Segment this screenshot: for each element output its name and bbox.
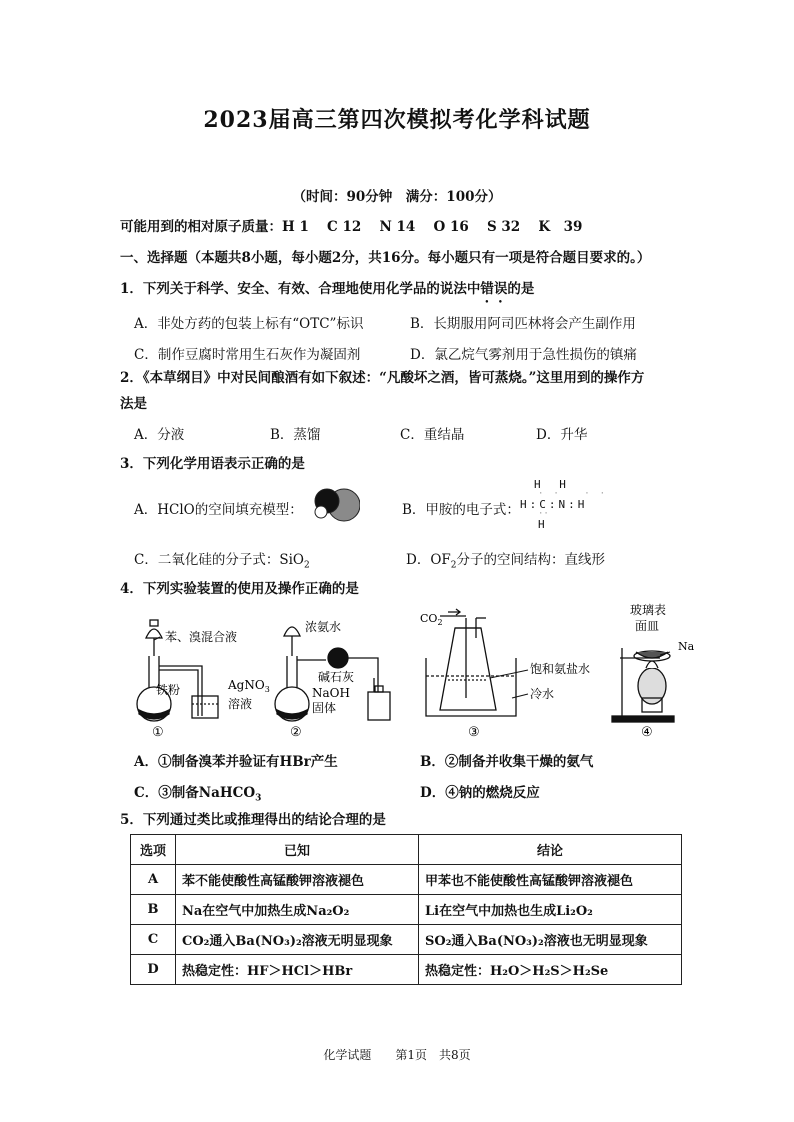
label-naoh-solid: 固体	[312, 701, 337, 715]
q4-option-d: D．④钠的燃烧反应	[420, 785, 540, 801]
label-agno3: AgNO$_3$	[228, 678, 270, 694]
label-watch-glass: 玻璃表	[630, 603, 667, 617]
header-conclusion: 结论	[419, 835, 682, 865]
methylamine-electron-formula: H H ·· ·· H:C:N:H ·· H	[520, 478, 616, 531]
cell-known: 热稳定性：HF＞HCl＞HBr	[176, 955, 419, 985]
q1-option-a: A．非处方药的包装上标有“OTC”标识	[134, 316, 364, 332]
label-conc-ammonia: 浓氨水	[305, 620, 342, 634]
label-na: Na	[678, 640, 695, 653]
q2-option-b: B．蒸馏	[270, 427, 321, 443]
cell-option: A	[131, 865, 176, 895]
cell-option: C	[131, 925, 176, 955]
cell-known: Na在空气中加热生成Na₂O₂	[176, 895, 419, 925]
cell-option: D	[131, 955, 176, 985]
q4-apparatus-figure	[130, 598, 700, 740]
table-row	[131, 925, 682, 955]
label-apparatus-2: ②	[290, 725, 302, 740]
q4-option-b: B．②制备并收集干燥的氨气	[420, 754, 594, 770]
cell-known: 苯不能使酸性高锰酸钾溶液褪色	[176, 865, 419, 895]
label-sat-ammonia-brine: 饱和氨盐水	[530, 662, 591, 676]
header-known: 已知	[176, 835, 419, 865]
q2-option-c: C．重结晶	[400, 427, 465, 443]
q4-option-c: C．③制备NaHCO$_3$	[134, 785, 262, 804]
label-benzene-bromine: 苯、溴混合液	[165, 630, 238, 644]
page-footer: 化学试题 第1页 共8页	[323, 1048, 471, 1062]
q2-stem-line2: 法是	[120, 396, 147, 412]
q1-option-b: B．长期服用阿司匹林将会产生副作用	[410, 316, 636, 332]
table-row	[131, 895, 682, 925]
section-heading: 一、选择题（本题共8小题，每小题2分，共16分。每小题只有一项是符合题目要求的。）	[120, 250, 651, 266]
cell-conclusion: Li在空气中加热也生成Li₂O₂	[419, 895, 682, 925]
q1-stem: 1．下列关于科学、安全、有效、合理地使用化学品的说法中错误的是	[120, 281, 535, 297]
label-cold-water: 冷水	[530, 687, 555, 701]
q5-table	[130, 834, 682, 985]
q3-option-c: C．二氧化硅的分子式：SiO$_2$	[134, 552, 310, 571]
q3-stem: 3．下列化学用语表示正确的是	[120, 456, 305, 472]
header-option: 选项	[131, 835, 176, 865]
label-watch-glass-2: 面皿	[635, 619, 660, 633]
q1-option-c: C．制作豆腐时常用生石灰作为凝固剂	[134, 347, 361, 363]
table-row	[131, 865, 682, 895]
q2-option-d: D．升华	[536, 427, 588, 443]
q4-option-a: A．①制备溴苯并验证有HBr产生	[134, 754, 338, 770]
q1-option-d: D．氯乙烷气雾剂用于急性损伤的镇痛	[410, 347, 637, 363]
label-apparatus-4: ④	[641, 725, 653, 740]
label-apparatus-1: ①	[152, 725, 164, 740]
label-co2: $CO_2$	[420, 612, 443, 627]
q3-option-d: D．$OF_2$分子的空间结构：直线形	[406, 552, 605, 571]
q2-stem-line1: 2．《本草纲目》中对民间酿酒有如下叙述：“凡酸坏之酒，皆可蒸烧。”这里用到的操作方	[120, 370, 645, 386]
label-soda-lime: 碱石灰	[318, 670, 355, 684]
label-naoh: NaOH	[312, 686, 350, 700]
label-iron-powder: 铁粉	[156, 683, 181, 697]
label-agno3-solution: 溶液	[228, 697, 253, 711]
q3-option-a: A．HClO的空间填充模型：	[134, 502, 303, 518]
cell-option: B	[131, 895, 176, 925]
time-info: （时间：90分钟 满分：100分）	[292, 189, 502, 205]
q4-stem: 4．下列实验装置的使用及操作正确的是	[120, 581, 359, 597]
label-apparatus-3: ③	[468, 725, 480, 740]
cell-known: CO₂通入Ba(NO₃)₂溶液无明显现象	[176, 925, 419, 955]
page-title: 2023届高三第四次模拟考化学科试题	[203, 107, 591, 133]
table-header-row	[131, 835, 682, 865]
hclo-space-filling-model	[310, 484, 360, 524]
cell-conclusion: SO₂通入Ba(NO₃)₂溶液也无明显现象	[419, 925, 682, 955]
q5-stem: 5．下列通过类比或推理得出的结论合理的是	[120, 812, 386, 828]
cell-conclusion: 热稳定性：H₂O＞H₂S＞H₂Se	[419, 955, 682, 985]
q3-option-b: B．甲胺的电子式：	[402, 502, 520, 518]
q2-option-a: A．分液	[134, 427, 185, 443]
apparatus-4	[612, 648, 674, 722]
table-row	[131, 955, 682, 985]
atomic-masses: 可能用到的相对原子质量：H 1 C 12 N 14 O 16 S 32 K 39	[120, 219, 583, 235]
cell-conclusion: 甲苯也不能使酸性高锰酸钾溶液褪色	[419, 865, 682, 895]
